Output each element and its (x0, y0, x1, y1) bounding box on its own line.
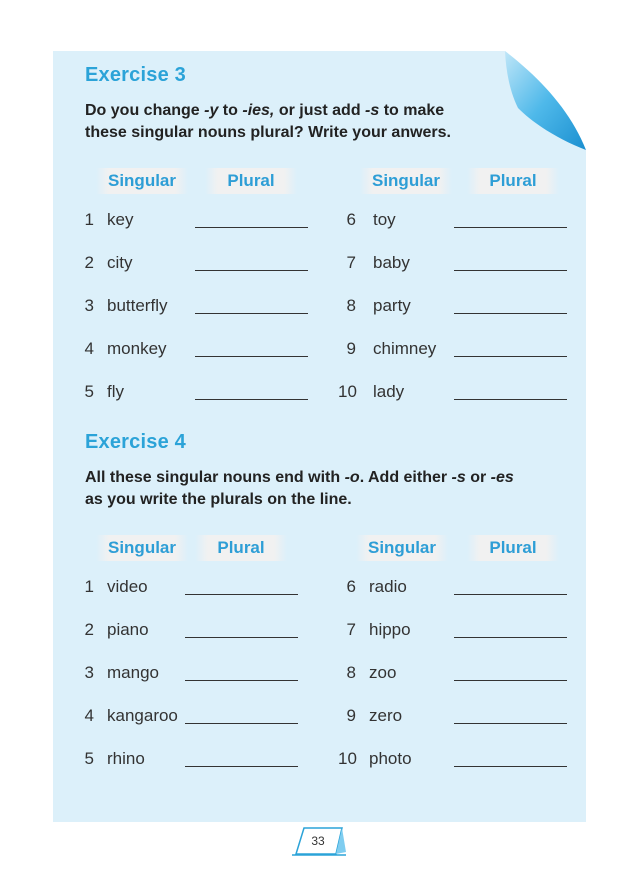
answer-line[interactable] (185, 594, 298, 595)
answer-line[interactable] (185, 637, 298, 638)
plural-header: Plural (467, 168, 559, 194)
singular-word: baby (373, 253, 410, 272)
item-number: 7 (346, 253, 356, 272)
instruction-text: to make (379, 102, 445, 119)
singular-word: fly (107, 382, 124, 401)
instruction-text: -ies, (242, 102, 275, 119)
instruction-text: or (465, 469, 491, 486)
singular-header: Singular (96, 168, 188, 194)
answer-line[interactable] (195, 270, 308, 271)
instruction-text: -s (365, 102, 380, 119)
singular-word: city (107, 253, 133, 272)
answer-line[interactable] (454, 766, 567, 767)
item-number: 1 (84, 210, 94, 229)
instruction-text: to (218, 102, 243, 119)
item-number: 2 (84, 253, 94, 272)
singular-word: lady (373, 382, 405, 401)
answer-line[interactable] (454, 270, 567, 271)
item-number: 9 (346, 339, 356, 358)
plural-header: Plural (467, 535, 559, 561)
item-number: 5 (84, 382, 94, 401)
answer-line[interactable] (454, 680, 567, 681)
singular-word: chimney (373, 339, 437, 358)
answer-line[interactable] (185, 766, 298, 767)
answer-line[interactable] (454, 227, 567, 228)
answer-line[interactable] (185, 680, 298, 681)
answer-line[interactable] (454, 637, 567, 638)
answer-line[interactable] (195, 313, 308, 314)
instruction-text: -s (451, 469, 466, 486)
singular-word: monkey (107, 339, 167, 358)
item-number: 8 (346, 663, 356, 682)
singular-word: key (107, 210, 134, 229)
singular-word: party (373, 296, 411, 315)
item-number: 1 (84, 577, 94, 596)
exercise-4-instruction (85, 467, 514, 511)
item-number: 10 (338, 382, 357, 401)
singular-word: rhino (107, 749, 145, 768)
page-number: 33 (311, 834, 325, 848)
singular-word: piano (107, 620, 149, 639)
answer-line[interactable] (454, 313, 567, 314)
answer-line[interactable] (454, 723, 567, 724)
instruction-text: Do you change (85, 102, 205, 119)
item-number: 9 (346, 706, 356, 725)
singular-word: hippo (369, 620, 411, 639)
item-number: 2 (84, 620, 94, 639)
instruction-text: . Add either (359, 469, 452, 486)
item-number: 10 (338, 749, 357, 768)
answer-line[interactable] (454, 399, 567, 400)
answer-line[interactable] (195, 227, 308, 228)
answer-line[interactable] (195, 356, 308, 357)
singular-word: zero (369, 706, 403, 725)
singular-header: Singular (96, 535, 188, 561)
item-number: 6 (346, 577, 356, 596)
instruction-text: -y (204, 102, 219, 119)
item-number: 3 (84, 296, 94, 315)
item-number: 8 (346, 296, 356, 315)
instruction-text: -es (490, 469, 514, 486)
plural-header: Plural (205, 168, 297, 194)
answer-line[interactable] (185, 723, 298, 724)
exercise-3-title: Exercise 3 (85, 64, 186, 86)
singular-word: radio (369, 577, 407, 596)
instruction-text: -o (344, 469, 360, 486)
item-number: 3 (84, 663, 94, 682)
singular-word: video (107, 577, 148, 596)
item-number: 4 (84, 706, 94, 725)
instruction-text: All these singular nouns end with (85, 469, 345, 486)
singular-header: Singular (356, 535, 448, 561)
plural-header: Plural (195, 535, 287, 561)
singular-word: mango (107, 663, 159, 682)
item-number: 6 (346, 210, 356, 229)
item-number: 5 (84, 749, 94, 768)
instruction-text: or just add (274, 102, 366, 119)
exercise-4-title: Exercise 4 (85, 431, 186, 453)
exercise-3-instruction (85, 100, 451, 144)
singular-header: Singular (360, 168, 452, 194)
singular-word: butterfly (107, 296, 168, 315)
instruction-text: as you write the plurals on the line. (85, 491, 352, 508)
singular-word: kangaroo (107, 706, 178, 725)
instruction-text: these singular nouns plural? Write your anwers. (85, 124, 451, 141)
item-number: 7 (346, 620, 356, 639)
item-number: 4 (84, 339, 94, 358)
answer-line[interactable] (195, 399, 308, 400)
singular-word: zoo (369, 663, 397, 682)
singular-word: photo (369, 749, 412, 768)
answer-line[interactable] (454, 594, 567, 595)
answer-line[interactable] (454, 356, 567, 357)
singular-word: toy (373, 210, 396, 229)
